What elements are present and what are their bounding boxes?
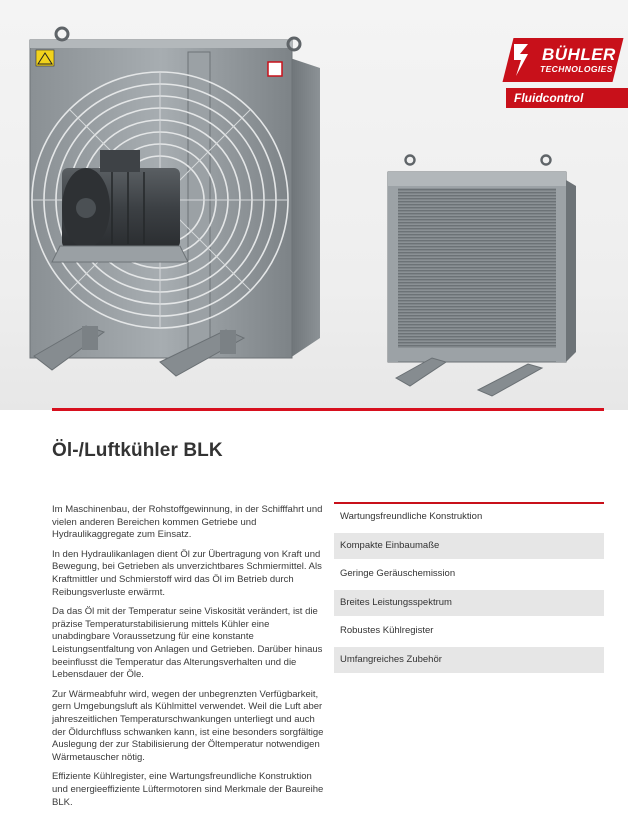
large-fan-cooler bbox=[30, 28, 320, 376]
feature-item: Breites Leistungsspektrum bbox=[334, 590, 604, 616]
feature-item: Robustes Kühlregister bbox=[340, 625, 434, 636]
brand-logo bbox=[528, 42, 620, 82]
division-label: Fluidcontrol bbox=[506, 88, 628, 108]
feature-list bbox=[334, 502, 604, 675]
divider-line bbox=[52, 408, 604, 411]
description-text bbox=[52, 504, 324, 816]
paragraph: Im Maschinenbau, der Rohstoffgewinnung, in der Schifffahrt und vielen anderen Bereichen kommen Getriebe und Hydraulikaggregate zum Einsatz. bbox=[52, 504, 323, 541]
paragraph: Effiziente Kühlregister, eine Wartungsfreundliche Konstruktion und energieeffiziente Lüftermotoren sind Merkmale der Baureihe BLK. bbox=[52, 771, 324, 808]
feature-item: Geringe Geräuschemission bbox=[340, 568, 456, 579]
paragraph: In den Hydraulikanlagen dient Öl zur Übertragung von Kraft und Bewegung, bei Getrieben als unverzichtbares Schmiermittel. Als Kraftmittler und Schmierstoff wird das Öl im Betrieb durch Reibungsverluste erwärmt. bbox=[52, 548, 322, 598]
paragraph: Da das Öl mit der Temperatur seine Viskosität verändert, ist die präzise Temperaturstabilisierung mittels Kühler eine unabdingbare Voraussetzung für eine konstante Leistungsentfaltung von Anlagen und Getrieben. Darüber hinaus beeinflusst die Temperatur das Alterungsverhalten und die Lebensdauer der Öle. bbox=[52, 605, 323, 681]
brand-subtitle: TECHNOLOGIES bbox=[540, 64, 613, 74]
feature-item: Wartungsfreundliche Konstruktion bbox=[340, 511, 483, 522]
feature-item: Kompakte Einbaumaße bbox=[334, 533, 604, 559]
paragraph: Zur Wärmeabfuhr wird, wegen der unbegrenzten Verfügbarkeit, gern Umgebungsluft als Kühlmittel verwendet. Weil die Luft aber jahreszeitlichen Temperaturschwankungen unterliegt und auch der Öldurchfluss schwanken kann, ist eine besonders sorgfältige Auslegung der zur Stabilisierung der Öltemperatur notwendigen Wärmetauscher nötig. bbox=[52, 688, 324, 764]
feature-item: Umfangreiches Zubehör bbox=[334, 647, 604, 673]
brand-name: BÜHLER bbox=[542, 45, 616, 64]
product-photo bbox=[0, 0, 628, 410]
page-title: Öl-/Luftkühler BLK bbox=[52, 440, 223, 461]
compact-cooler bbox=[388, 156, 576, 397]
